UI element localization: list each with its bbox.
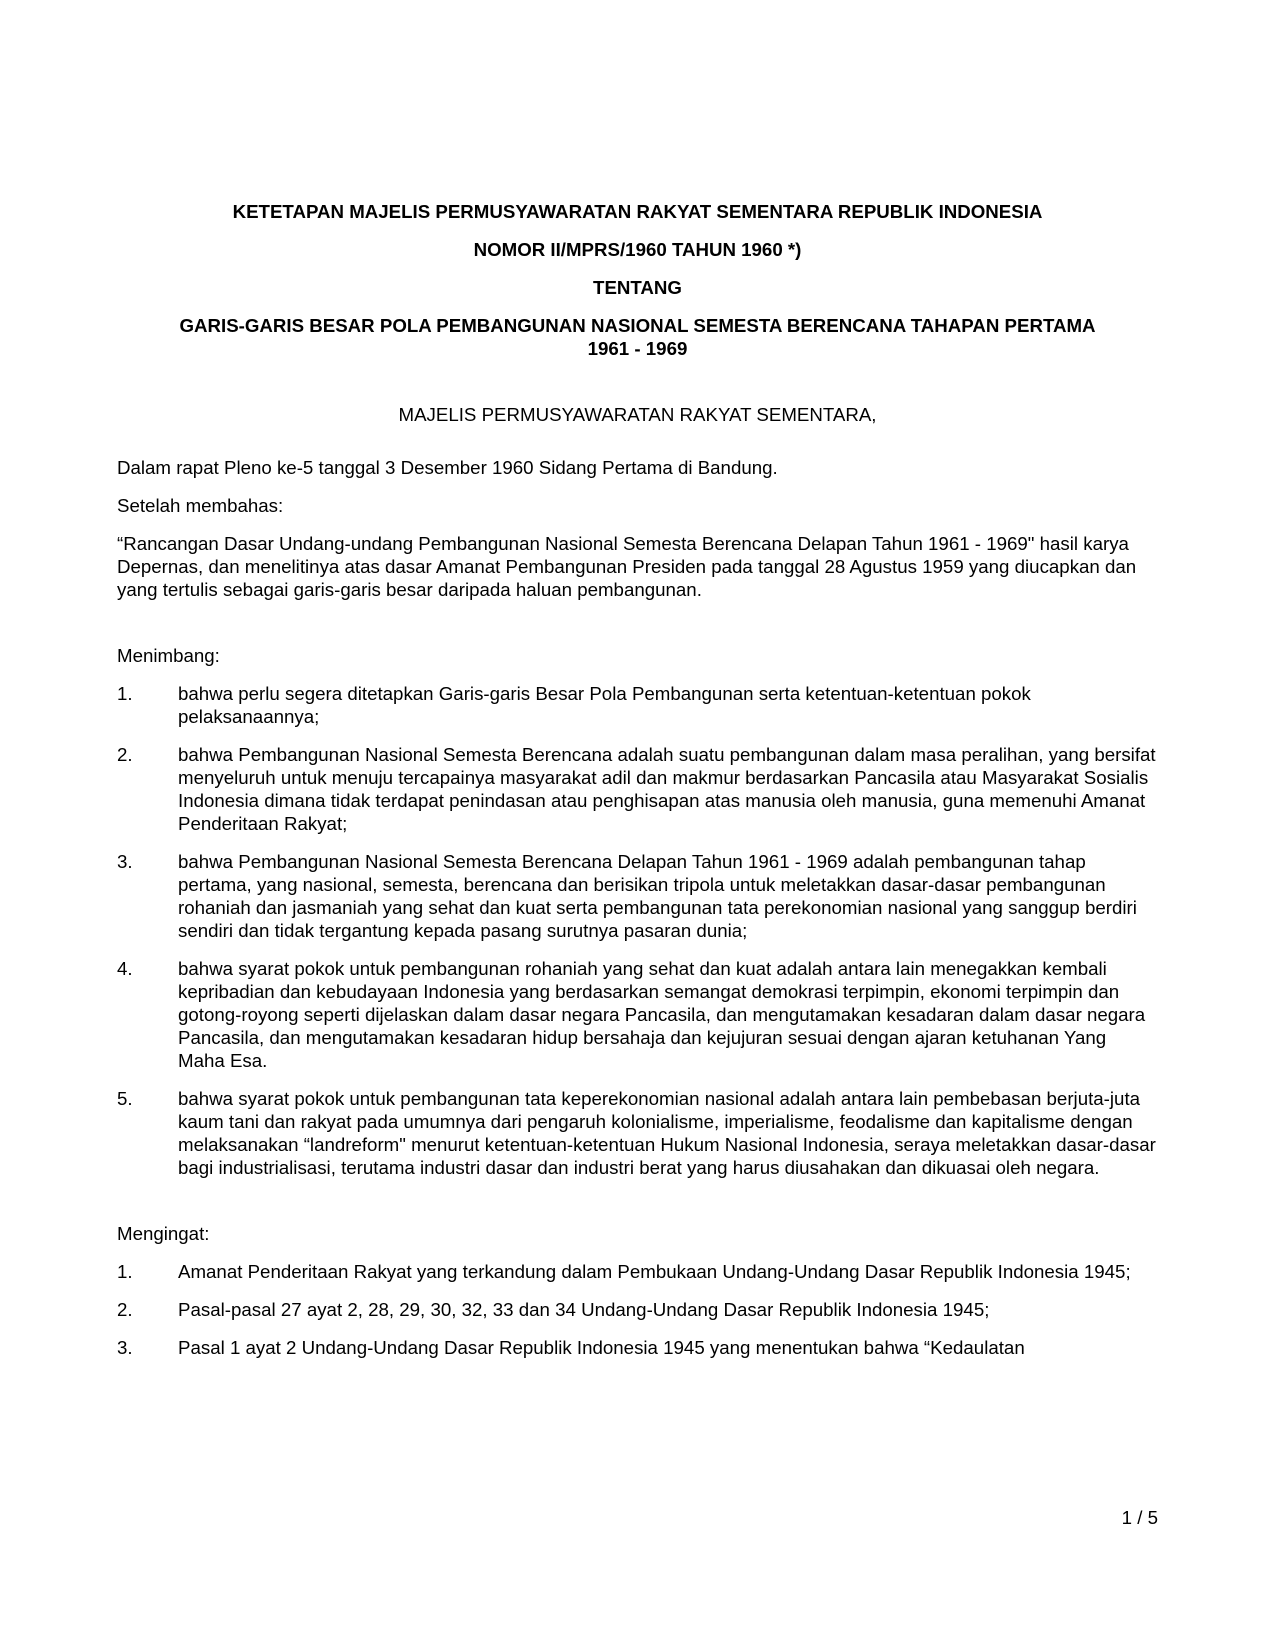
mengingat-item-3-text: Pasal 1 ayat 2 Undang-Undang Dasar Republik Indonesia 1945 yang menentukan bahwa “Kedaulatan: [178, 1337, 1025, 1358]
issuer-line: MAJELIS PERMUSYAWARATAN RAKYAT SEMENTARA,: [398, 404, 877, 425]
document-title-line-2: NOMOR II/MPRS/1960 TAHUN 1960 *): [473, 239, 802, 260]
mengingat-item-3: [117, 1336, 1158, 1359]
preamble-after-discussing-label: Setelah membahas:: [117, 495, 284, 516]
menimbang-item-2: [117, 743, 1158, 835]
menimbang-item-3: [117, 850, 1158, 942]
mengingat-item-2: [117, 1298, 1158, 1321]
mengingat-item-1: [117, 1260, 1158, 1283]
menimbang-item-4: [117, 957, 1158, 1072]
document-title-line-3: TENTANG: [593, 277, 682, 298]
document-title-line-4: [117, 314, 1158, 360]
menimbang-item-1-text: bahwa perlu segera ditetapkan Garis-garis Besar Pola Pembangunan serta ketentuan-ketentuan pokok pelaksanaannya;: [178, 683, 1031, 727]
preamble-session: Dalam rapat Pleno ke-5 tanggal 3 Desember 1960 Sidang Pertama di Bandung.: [117, 457, 778, 478]
menimbang-item-5-text: bahwa syarat pokok untuk pembangunan tata keperekonomian nasional adalah antara lain pembebasan berjuta-juta kaum tani dan rakyat pada umumnya dari pengaruh kolonialisme, imperialisme, feodalisme dan kapitalisme dengan melaksanakan “landreform" menurut ketentuan-ketentuan Hukum Nasional Indonesia, seraya meletakkan dasar-dasar bagi industrialisasi, terutama industri dasar dan industri berat yang harus diusahakan dan dikuasai oleh negara.: [178, 1088, 1156, 1178]
menimbang-item-4-text: bahwa syarat pokok untuk pembangunan rohaniah yang sehat dan kuat adalah antara lain menegakkan kembali kepribadian dan kebudayaan Indonesia yang berdasarkan semangat demokrasi terpimpin, ekonomi terpimpin dan gotong-royong seperti dijelaskan dalam dasar negara Pancasila, dan mengutamakan kesadaran dalam dasar negara Pancasila, dan mengutamakan kesadaran hidup bersahaja dan kejujuran sesuai dengan ajaran ketuhanan Yang Maha Esa.: [178, 958, 1146, 1071]
menimbang-item-5-number: 5.: [117, 1088, 133, 1109]
mengingat-heading: Mengingat:: [117, 1223, 210, 1244]
preamble-discussed-text: “Rancangan Dasar Undang-undang Pembangunan Nasional Semesta Berencana Delapan Tahun 1961 - 1969" hasil karya Depernas, dan menelitinya atas dasar Amanat Pembangunan Presiden pada tanggal 28 Agustus 1959 yang diucapkan dan yang tertulis sebagai garis-garis besar daripada haluan pembangunan.: [117, 533, 1137, 600]
mengingat-item-3-number: 3.: [117, 1337, 133, 1358]
document-title-line-4-main: GARIS-GARIS BESAR POLA PEMBANGUNAN NASIONAL SEMESTA BERENCANA TAHAPAN PERTAMA: [179, 315, 1096, 336]
menimbang-item-2-text: bahwa Pembangunan Nasional Semesta Berencana adalah suatu pembangunan dalam masa peralihan, yang bersifat menyeluruh untuk menuju tercapainya masyarakat adil dan makmur berdasarkan Pancasila atau Masyarakat Sosialis Indonesia dimana tidak terdapat penindasan atau penghisapan atas manusia oleh manusia, guna memenuhi Amanat Penderitaan Rakyat;: [178, 744, 1156, 834]
mengingat-item-2-number: 2.: [117, 1299, 133, 1320]
mengingat-item-2-text: Pasal-pasal 27 ayat 2, 28, 29, 30, 32, 33 dan 34 Undang-Undang Dasar Republik Indonesia 1945;: [178, 1299, 990, 1320]
menimbang-item-1-number: 1.: [117, 683, 133, 704]
menimbang-item-5: [117, 1087, 1158, 1179]
menimbang-item-1: [117, 682, 1158, 728]
menimbang-item-3-text: bahwa Pembangunan Nasional Semesta Berencana Delapan Tahun 1961 - 1969 adalah pembangunan tahap pertama, yang nasional, semesta, berencana dan berisikan tripola untuk meletakkan dasar-dasar pembangunan rohaniah dan jasmaniah yang sehat dan kuat serta pembangunan tata perekonomian nasional yang sanggup berdiri sendiri dan tidak tergantung kepada pasang surutnya pasaran dunia;: [178, 851, 1137, 941]
document-title-line-1: KETETAPAN MAJELIS PERMUSYAWARATAN RAKYAT SEMENTARA REPUBLIK INDONESIA: [232, 201, 1043, 222]
mengingat-item-1-text: Amanat Penderitaan Rakyat yang terkandung dalam Pembukaan Undang-Undang Dasar Republik Indonesia 1945;: [178, 1261, 1131, 1282]
mengingat-item-1-number: 1.: [117, 1261, 133, 1282]
document-title-line-4-years: 1961 - 1969: [587, 338, 688, 359]
menimbang-item-3-number: 3.: [117, 851, 133, 872]
menimbang-heading: Menimbang:: [117, 645, 220, 666]
menimbang-item-2-number: 2.: [117, 744, 133, 765]
page-number-indicator: 1 / 5: [1121, 1507, 1158, 1528]
document-content: [117, 200, 1158, 1374]
menimbang-item-4-number: 4.: [117, 958, 133, 979]
